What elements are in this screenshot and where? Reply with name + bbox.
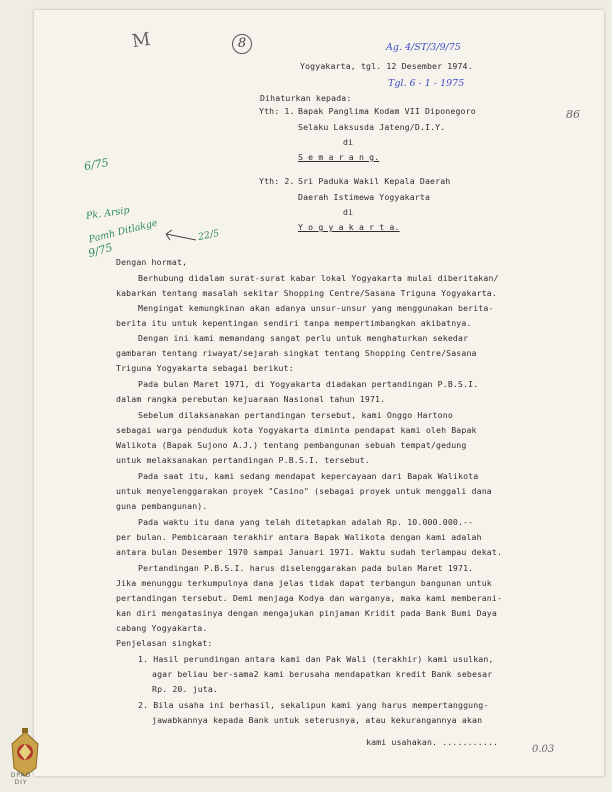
body-line: Triguna Yogyakarta sebagai berikut: [116,363,294,373]
body-line: Sebelum dilaksanakan pertandingan tersebut, kami Onggo Hartono [138,410,453,420]
list-item: agar beliau ber-sama2 kami berusaha mendapatkan kredit Bank sebesar [152,669,493,679]
body-line: guna pembangunan). [116,501,208,511]
recipient-1-city: S e m a r a n g. [298,152,380,162]
place-date: Yogyakarta, tgl. 12 Desember 1974. [300,61,473,71]
body-line: berita itu untuk kepentingan sendiri tanpa mempertimbangkan akibatnya. [116,318,472,328]
recipient-1-title: Selaku Laksusda Jateng/D.I.Y. [298,122,446,132]
list-item: jawabkannya kepada Bank untuk seterusnya, atau kekurangannya akan [152,715,483,725]
recipient-2-name: Sri Paduka Wakil Kepala Daerah [298,176,451,186]
stamp-line-1: Ag. 4/ST/3/9/75 [386,42,461,53]
body-line: Dengan ini kami memandang sangat perlu untuk menghaturkan sekedar [138,333,469,343]
archive-stamp [384,38,544,94]
margin-note-2: Pk. Arsip [85,205,131,222]
body-line: Walikota (Bapak Sujono A.J.) tentang pembangunan sebuah tempat/gedung [116,440,467,450]
right-mark: 86 [566,108,580,121]
recipient-2-title: Daerah Istimewa Yogyakarta [298,192,431,202]
page-number-mark: 8 [232,34,252,54]
corner-mark: M [130,28,152,53]
body-line: Mengingat kemungkinan akan adanya unsur-unsur yang menggunakan berita- [138,303,494,313]
addressed-to: Dihaturkan kepada: [260,93,352,103]
body-line: untuk melaksanakan pertandingan P.B.S.I. tersebut. [116,455,370,465]
margin-note-5: 9/75 [86,240,115,261]
body-line: Pertandingan P.B.S.I. harus diselenggarakan pada bulan Maret 1971. [138,563,474,573]
body-line: Penjelasan singkat: [116,638,213,648]
continuation-footer: kami usahakan. ........... [366,737,499,747]
recipient-1-di: di [343,137,354,147]
recipient-2-di: di [343,207,354,217]
page-corner-note: 0.03 [532,744,555,755]
margin-note-4: 22/5 [197,227,221,244]
body-line: cabang Yogyakarta. [116,623,208,633]
list-item: Rp. 20. juta. [152,684,219,694]
recipient-1-name: Bapak Panglima Kodam VII Diponegoro [298,106,476,116]
body-line: antara bulan Desember 1970 sampai Januari 1971. Waktu sudah terlampau dekat. [116,547,503,557]
body-line: Pada saat itu, kami sedang mendapat kepercayaan dari Bapak Walikota [138,471,479,481]
body-line: Pada bulan Maret 1971, di Yogyakarta diadakan pertandingan P.B.S.I. [138,379,479,389]
list-item: 1. Hasil perundingan antara kami dan Pak Wali (terakhir) kami usulkan, [138,654,494,664]
archive-logo-label: DPAD DIY [10,772,32,786]
list-item: 2. Bila usaha ini berhasil, sekalipun kami yang harus mempertanggung- [138,700,489,710]
body-line: dalam rangka perebutan kejuaraan Nasional tahun 1971. [116,394,386,404]
body-line: untuk menyelenggarakan proyek "Casino" (sebagai proyek untuk menggali dana [116,486,492,496]
stamp-line-2: Tgl. 6 - 1 - 1975 [388,78,465,89]
body-line: gambaran tentang riwayat/sejarah singkat tentang Shopping Centre/Sasana [116,348,477,358]
body-line: Jika menunggu terkumpulnya dana jelas tidak dapat terbangun bangunan untuk [116,578,492,588]
body-line: pertandingan tersebut. Demi menjaga Kodya dan warganya, maka kami memberani- [116,593,503,603]
body-line: kabarkan tentang masalah sekitar Shopping Centre/Sasana Triguna Yogyakarta. [116,288,497,298]
body-line: Pada waktu itu dana yang telah ditetapkan adalah Rp. 10.000.000.-- [138,517,474,527]
recipient-2-city: Y o g y a k a r t a. [298,222,400,232]
body-line: Berhubung didalam surat-surat kabar lokal Yogyakarta mulai diberitakan/ [138,273,499,283]
margin-note-3: Pamh Ditlakge [87,217,159,246]
recipient-2-prefix: Yth: 2. [259,176,295,186]
body-line: per bulan. Pembicaraan terakhir antara Bapak Walikota dengan kami adalah [116,532,482,542]
recipient-1-prefix: Yth: 1. [259,106,295,116]
margin-note-1: 6/75 [83,155,110,174]
body-line: kan diri mengatasinya dengan mengajukan pinjaman Kridit pada Bank Bumi Daya [116,608,497,618]
margin-arrow-icon [160,228,200,248]
body-line: sebagai warga penduduk kota Yogyakarta diminta pendapat kami oleh Bapak [116,425,477,435]
greeting: Dengan hormat, [116,257,188,267]
